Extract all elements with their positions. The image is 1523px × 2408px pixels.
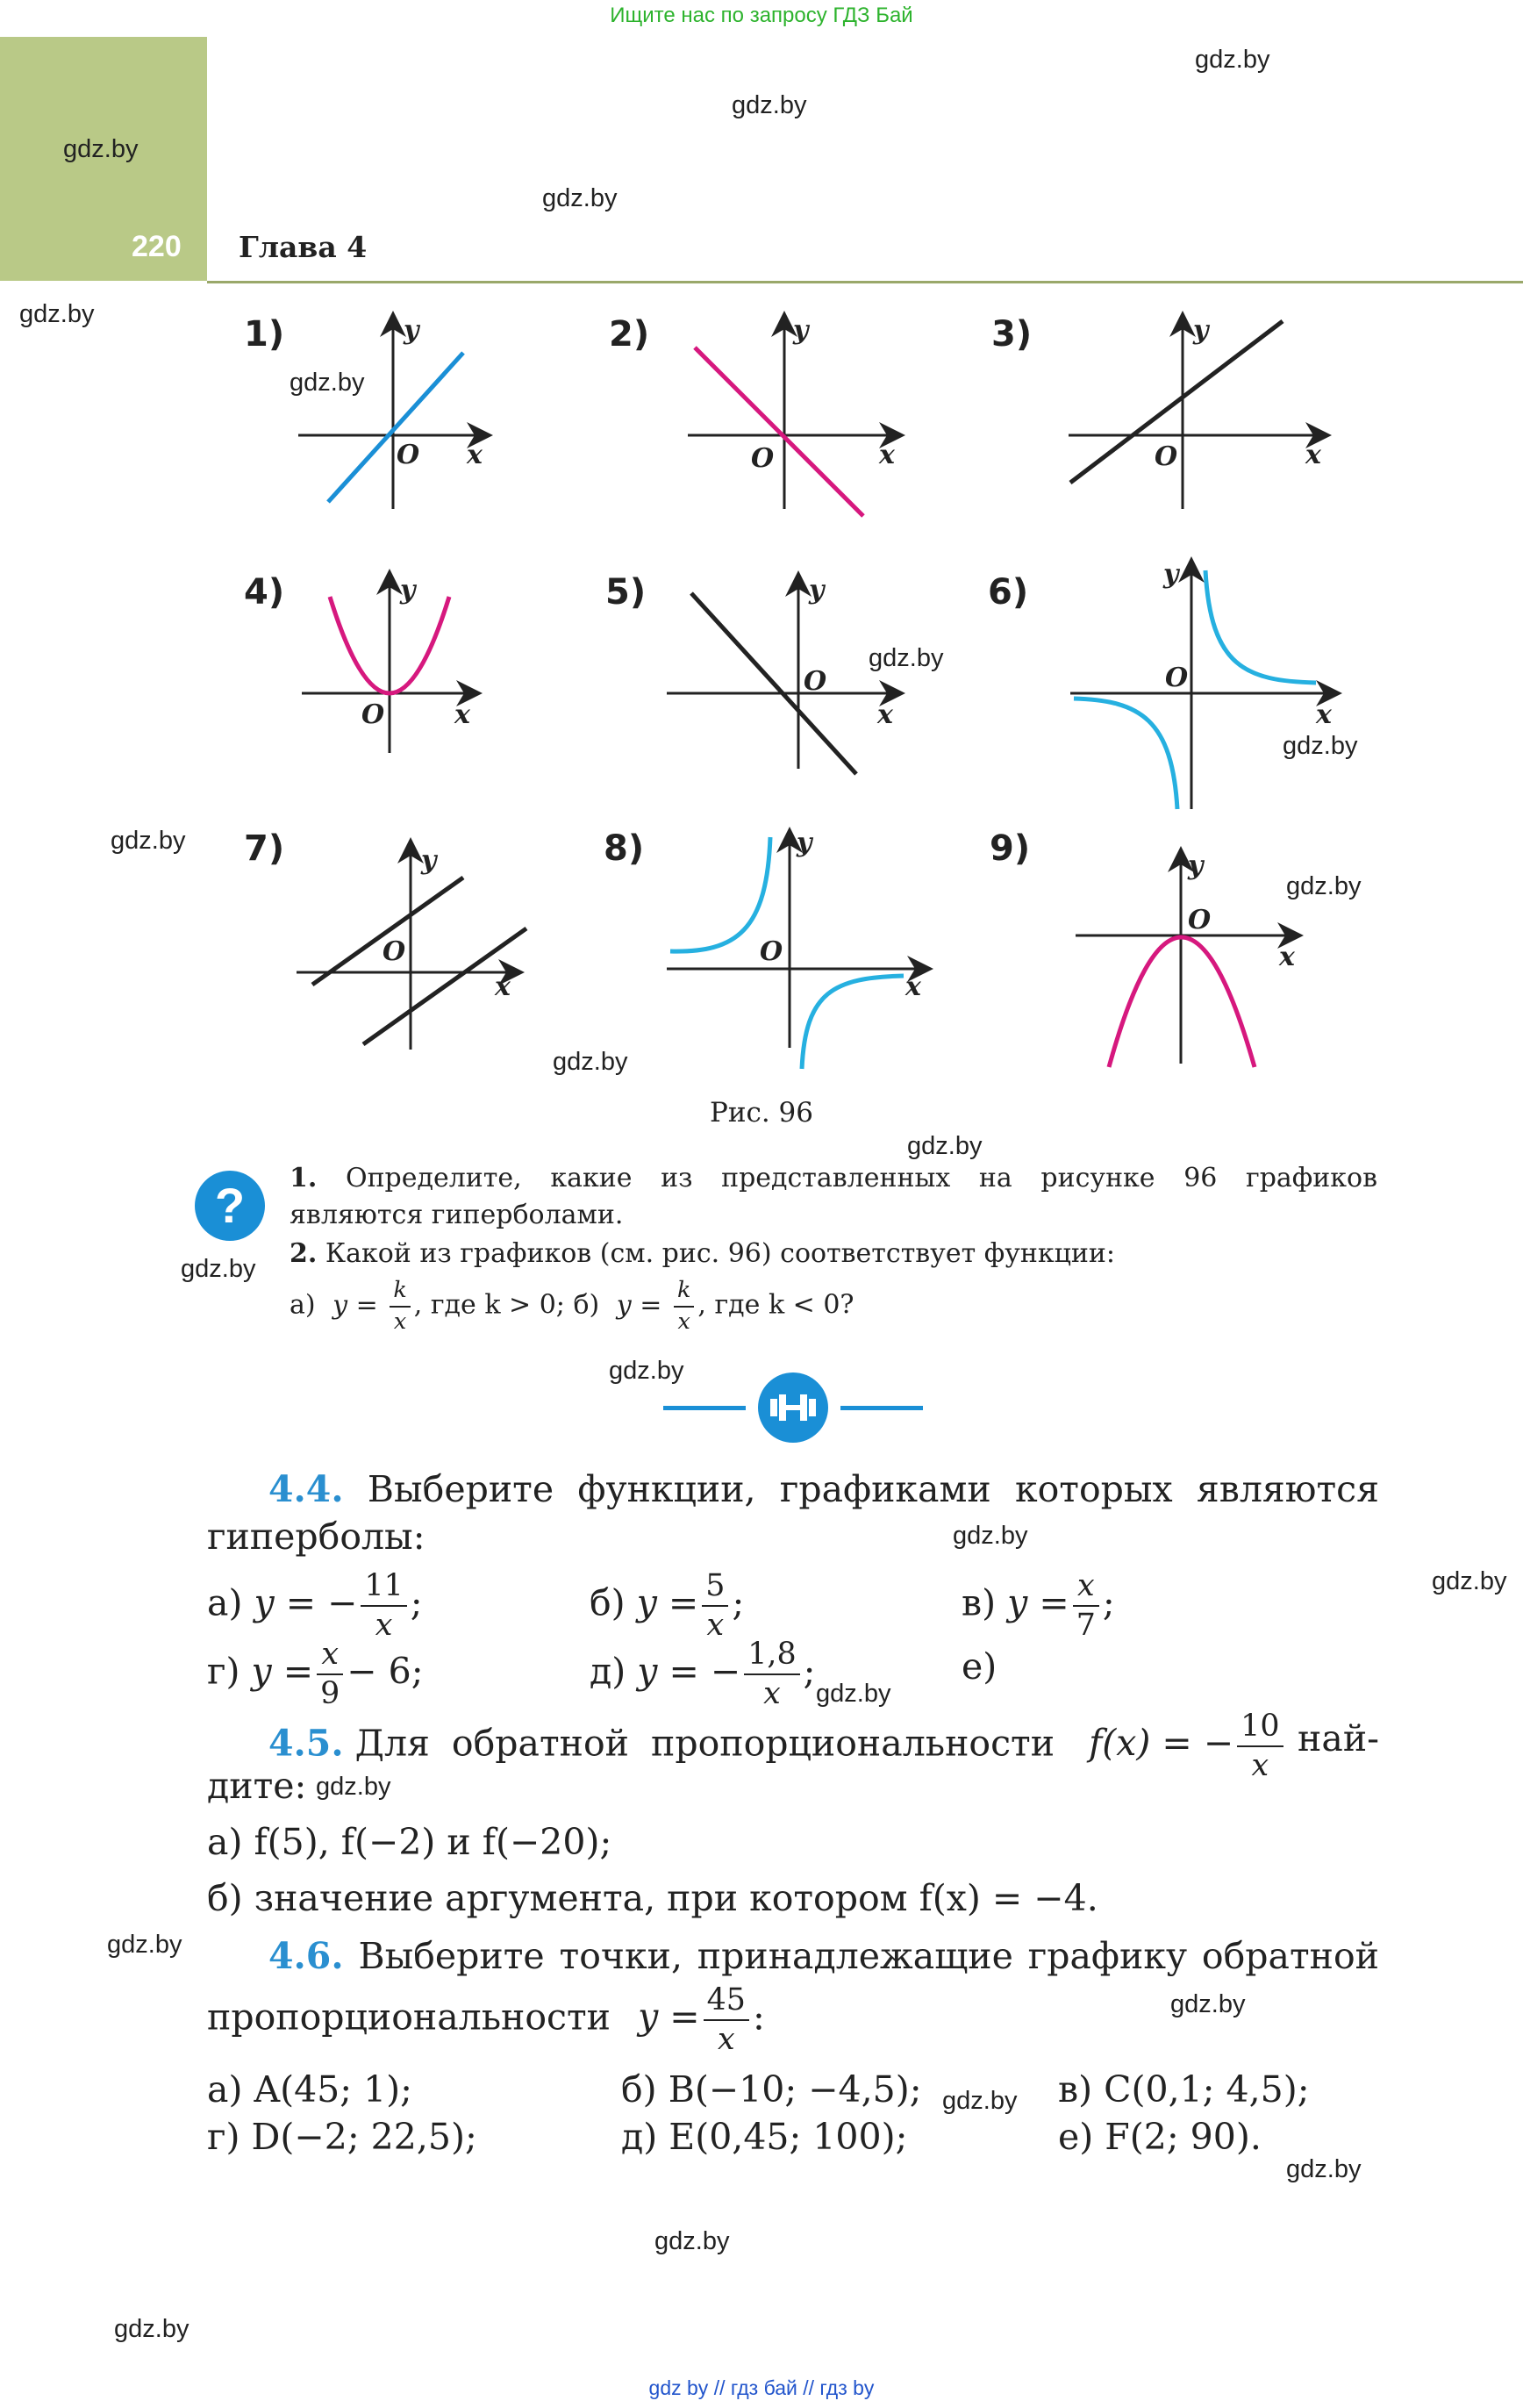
task-4-6-point-d: г) D(−2; 22,5); <box>207 2116 477 2158</box>
axis-x-label: x <box>495 971 511 1002</box>
task-4-6-point-e: д) E(0,45; 100); <box>621 2116 908 2158</box>
task-4-5-option-b: б) значение аргумента, при котором f(x) = −4. <box>207 1877 1098 1919</box>
graph-label: 9) <box>990 828 1031 869</box>
origin-label: O <box>1155 441 1178 472</box>
watermark: gdz.by <box>654 2227 730 2255</box>
task-4-4-line-1 <box>268 1462 1379 1516</box>
top-banner[interactable]: Ищите нас по запросу ГДЗ Бай <box>610 4 913 27</box>
chapter-title: Глава 4 <box>239 230 368 264</box>
hyperbola-branch-2-graph-8 <box>802 976 904 1069</box>
watermark: gdz.by <box>19 300 95 328</box>
option-a-condition: , где k > 0; <box>413 1289 565 1321</box>
y-equals: y = <box>616 1289 662 1321</box>
graph-label: 4) <box>244 572 285 613</box>
axis-x-label: x <box>1305 440 1321 470</box>
origin-label: O <box>397 440 420 470</box>
watermark: gdz.by <box>316 1773 391 1801</box>
question-icon: ? <box>195 1171 265 1241</box>
watermark: gdz.by <box>114 2315 189 2343</box>
watermark: gdz.by <box>111 827 186 855</box>
origin-label: O <box>1188 905 1212 935</box>
option-b-label: б) <box>573 1289 600 1321</box>
graph-label: 6) <box>988 572 1029 613</box>
hyperbola-branch-1-graph-8 <box>670 837 770 951</box>
fraction-k-over-x: $\frac{k}{x}$ <box>674 1279 694 1333</box>
task-4-6-line-1 <box>268 1929 1379 1983</box>
axis-y-label: y <box>421 845 437 876</box>
axis-y-label: y <box>400 575 416 606</box>
axis-y-label: y <box>1193 315 1209 346</box>
graph-label: 8) <box>604 828 645 869</box>
graph-label: 7) <box>244 828 285 869</box>
y-equals: y = <box>332 1289 378 1321</box>
question-1-line-1 <box>290 1160 1377 1197</box>
task-4-4-option-a: а) y = − $\frac{11}{x}$ ; <box>207 1568 423 1643</box>
line-graph-5 <box>691 593 856 774</box>
axis-y-label: y <box>1188 850 1204 881</box>
task-number: 4.6. <box>268 1935 344 1977</box>
graph-label: 5) <box>605 572 647 613</box>
axis-x-label: x <box>905 971 921 1002</box>
watermark: gdz.by <box>1170 1990 1246 2018</box>
axis-y-label: y <box>1163 559 1179 590</box>
task-4-5-line-2: дите: <box>207 1765 307 1807</box>
watermark: gdz.by <box>553 1048 628 1076</box>
watermark: gdz.by <box>542 184 618 212</box>
watermark: gdz.by <box>63 135 139 163</box>
axis-x-label: x <box>879 440 895 470</box>
axis-x-label: x <box>454 699 470 730</box>
task-4-6-point-a: а) A(45; 1); <box>207 2068 412 2111</box>
origin-label: O <box>1165 663 1189 693</box>
line-graph-1 <box>328 353 463 502</box>
watermark: gdz.by <box>181 1255 256 1283</box>
origin-label: O <box>804 666 827 697</box>
task-4-6-point-c: в) C(0,1; 4,5); <box>1058 2068 1310 2111</box>
axis-y-label: y <box>404 315 419 346</box>
watermark: gdz.by <box>1432 1567 1507 1595</box>
task-4-4-option-c: в) y = $\frac{x}{7}$ ; <box>962 1568 1115 1643</box>
task-4-6-point-f: е) F(2; 90). <box>1058 2116 1262 2158</box>
axis-x-label: x <box>877 699 893 730</box>
page-number: 220 <box>132 230 182 263</box>
task-text: Выберите функции, графиками которых являются <box>367 1468 1379 1510</box>
axis-x-label: x <box>1279 942 1295 972</box>
watermark: gdz.by <box>816 1680 891 1708</box>
task-4-4-option-d: г) y = $\frac{x}{9}$ − 6; <box>207 1637 424 1711</box>
graph-label: 2) <box>609 314 650 355</box>
question-2-number: 2. <box>290 1238 318 1269</box>
watermark: gdz.by <box>942 2087 1018 2115</box>
task-4-4-line-2: гиперболы: <box>207 1516 425 1558</box>
task-4-4-option-e: д) y = − $\frac{1,8}{x}$ ; <box>590 1637 816 1711</box>
watermark: gdz.by <box>609 1357 684 1385</box>
axis-y-label: y <box>809 575 825 606</box>
option-b-condition: , где k < 0? <box>697 1289 854 1321</box>
option-a-label: а) <box>290 1289 316 1321</box>
axis-y-label: y <box>797 828 812 858</box>
fraction-k-over-x: $\frac{k}{x}$ <box>390 1279 410 1333</box>
task-4-4-option-f: е) <box>962 1645 997 1688</box>
question-2-line-1 <box>290 1236 1115 1272</box>
figure-96-graphs <box>0 0 1523 1097</box>
line-graph-2 <box>695 348 863 516</box>
watermark: gdz.by <box>953 1522 1028 1550</box>
task-number: 4.4. <box>268 1468 344 1510</box>
task-number: 4.5. <box>268 1722 344 1765</box>
footer-links[interactable]: gdz by // гдз бай // гдз by <box>648 2376 875 2399</box>
task-4-5-option-a: а) f(5), f(−2) и f(−20); <box>207 1821 612 1863</box>
task-4-6-line-2: пропорциональности y = $\frac{45}{x}$ : <box>207 1982 765 2057</box>
watermark: gdz.by <box>907 1132 983 1160</box>
figure-caption: Рис. 96 <box>709 1097 814 1129</box>
task-4-5-line-1: 4.5. Для обратной пропорциональности f(x) = − $\frac{10}{x}$ най- <box>268 1709 1379 1783</box>
question-2-options <box>290 1279 854 1333</box>
axis-x-label: x <box>467 440 483 470</box>
watermark: gdz.by <box>1286 872 1362 900</box>
watermark: gdz.by <box>1195 46 1270 74</box>
question-1-text: Определите, какие из представленных на рисунке 96 графиков <box>345 1163 1377 1193</box>
task-text: Выберите точки, принадлежащие графику обратной <box>358 1935 1379 1977</box>
task-4-6-point-b: б) B(−10; −4,5); <box>621 2068 922 2111</box>
watermark: gdz.by <box>1283 732 1358 760</box>
dumbbell-icon <box>758 1372 828 1443</box>
origin-label: O <box>383 936 406 967</box>
axis-x-label: x <box>1316 699 1332 730</box>
divider-right <box>840 1406 923 1410</box>
watermark: gdz.by <box>732 91 807 119</box>
origin-label: O <box>751 443 775 474</box>
hyperbola-branch-1-graph-6 <box>1205 570 1316 683</box>
hyperbola-branch-2-graph-6 <box>1074 699 1177 809</box>
question-1-line-2: являются гиперболами. <box>290 1200 624 1230</box>
watermark: gdz.by <box>107 1931 182 1959</box>
watermark: gdz.by <box>869 644 944 672</box>
graph-label: 1) <box>244 314 285 355</box>
line-graph-7a <box>312 878 463 985</box>
origin-label: O <box>361 699 385 730</box>
watermark: gdz.by <box>1286 2155 1362 2183</box>
origin-label: O <box>760 936 783 967</box>
divider-left <box>663 1406 746 1410</box>
task-4-4-option-b: б) y = $\frac{5}{x}$ ; <box>590 1568 745 1643</box>
graph-label: 3) <box>991 314 1033 355</box>
question-2-text: Какой из графиков (см. рис. 96) соответствует функции: <box>325 1238 1115 1269</box>
watermark: gdz.by <box>290 369 365 397</box>
axis-y-label: y <box>793 315 809 346</box>
question-1-number: 1. <box>290 1163 318 1193</box>
